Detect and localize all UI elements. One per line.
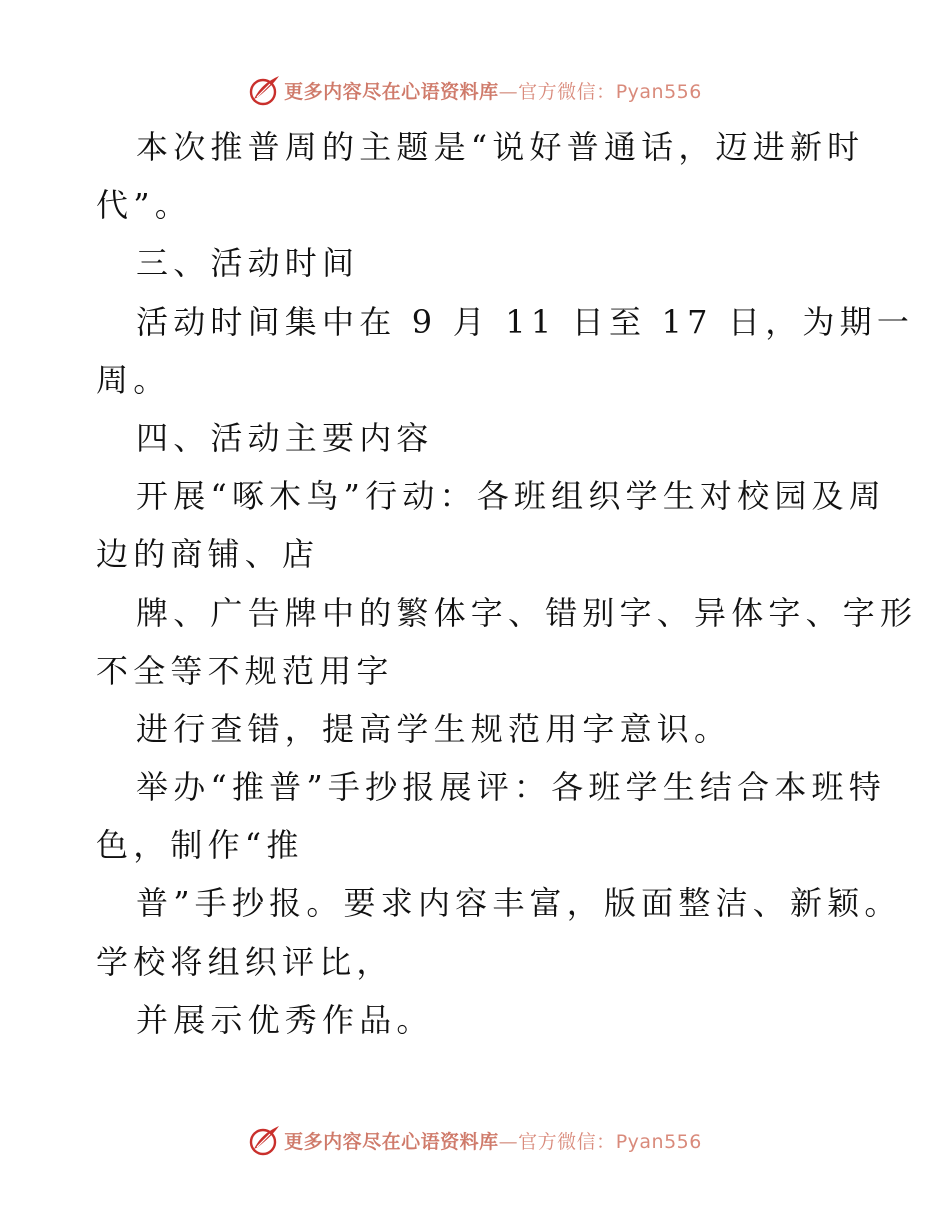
text-line: 普”手抄报。要求内容丰富，版面整洁、新颖。 — [136, 884, 902, 923]
watermark-text — [284, 77, 702, 104]
text-line: 边的商铺、店 — [96, 535, 320, 574]
footer-watermark — [0, 1120, 950, 1160]
watermark-sub: 官方微信： — [518, 1130, 616, 1153]
watermark-id: Pyan556 — [615, 1130, 702, 1153]
text-line: 四、活动主要内容 — [136, 418, 434, 457]
text-line: 本次推普周的主题是“说好普通话，迈进新时 — [136, 128, 865, 166]
text-line: 周。 — [96, 360, 171, 399]
text-line: 举办“推普”手抄报展评：各班学生结合本班特 — [136, 768, 886, 807]
document-body — [96, 118, 918, 1049]
text-line: 开展“啄木鸟”行动：各班组织学生对校园及周 — [136, 477, 886, 516]
text-line: 学校将组织评比， — [96, 942, 394, 981]
watermark-main: 更多内容尽在心语资料库 — [284, 80, 499, 103]
quill-logo-icon — [248, 1123, 282, 1157]
quill-logo-icon — [248, 73, 282, 107]
text-line: 牌、广告牌中的繁体字、错别字、异体字、字形 — [136, 593, 918, 632]
watermark-dash: — — [498, 1130, 519, 1153]
text-line: 进行查错，提高学生规范用字意识。 — [136, 709, 732, 748]
text-line: 活动时间集中在 9 月 11 日至 17 日，为期一 — [136, 302, 915, 341]
watermark-dash: — — [498, 80, 519, 103]
text-line: 色，制作“推 — [96, 826, 304, 865]
text-line: 三、活动时间 — [136, 244, 360, 283]
text-line: 并展示优秀作品。 — [136, 1000, 434, 1039]
watermark-text — [284, 1127, 702, 1154]
watermark-sub: 官方微信： — [518, 80, 616, 103]
text-line: 代”。 — [96, 186, 192, 225]
header-watermark — [0, 70, 950, 110]
watermark-id: Pyan556 — [615, 80, 702, 103]
watermark-main: 更多内容尽在心语资料库 — [284, 1130, 499, 1153]
text-line: 不全等不规范用字 — [96, 651, 394, 690]
